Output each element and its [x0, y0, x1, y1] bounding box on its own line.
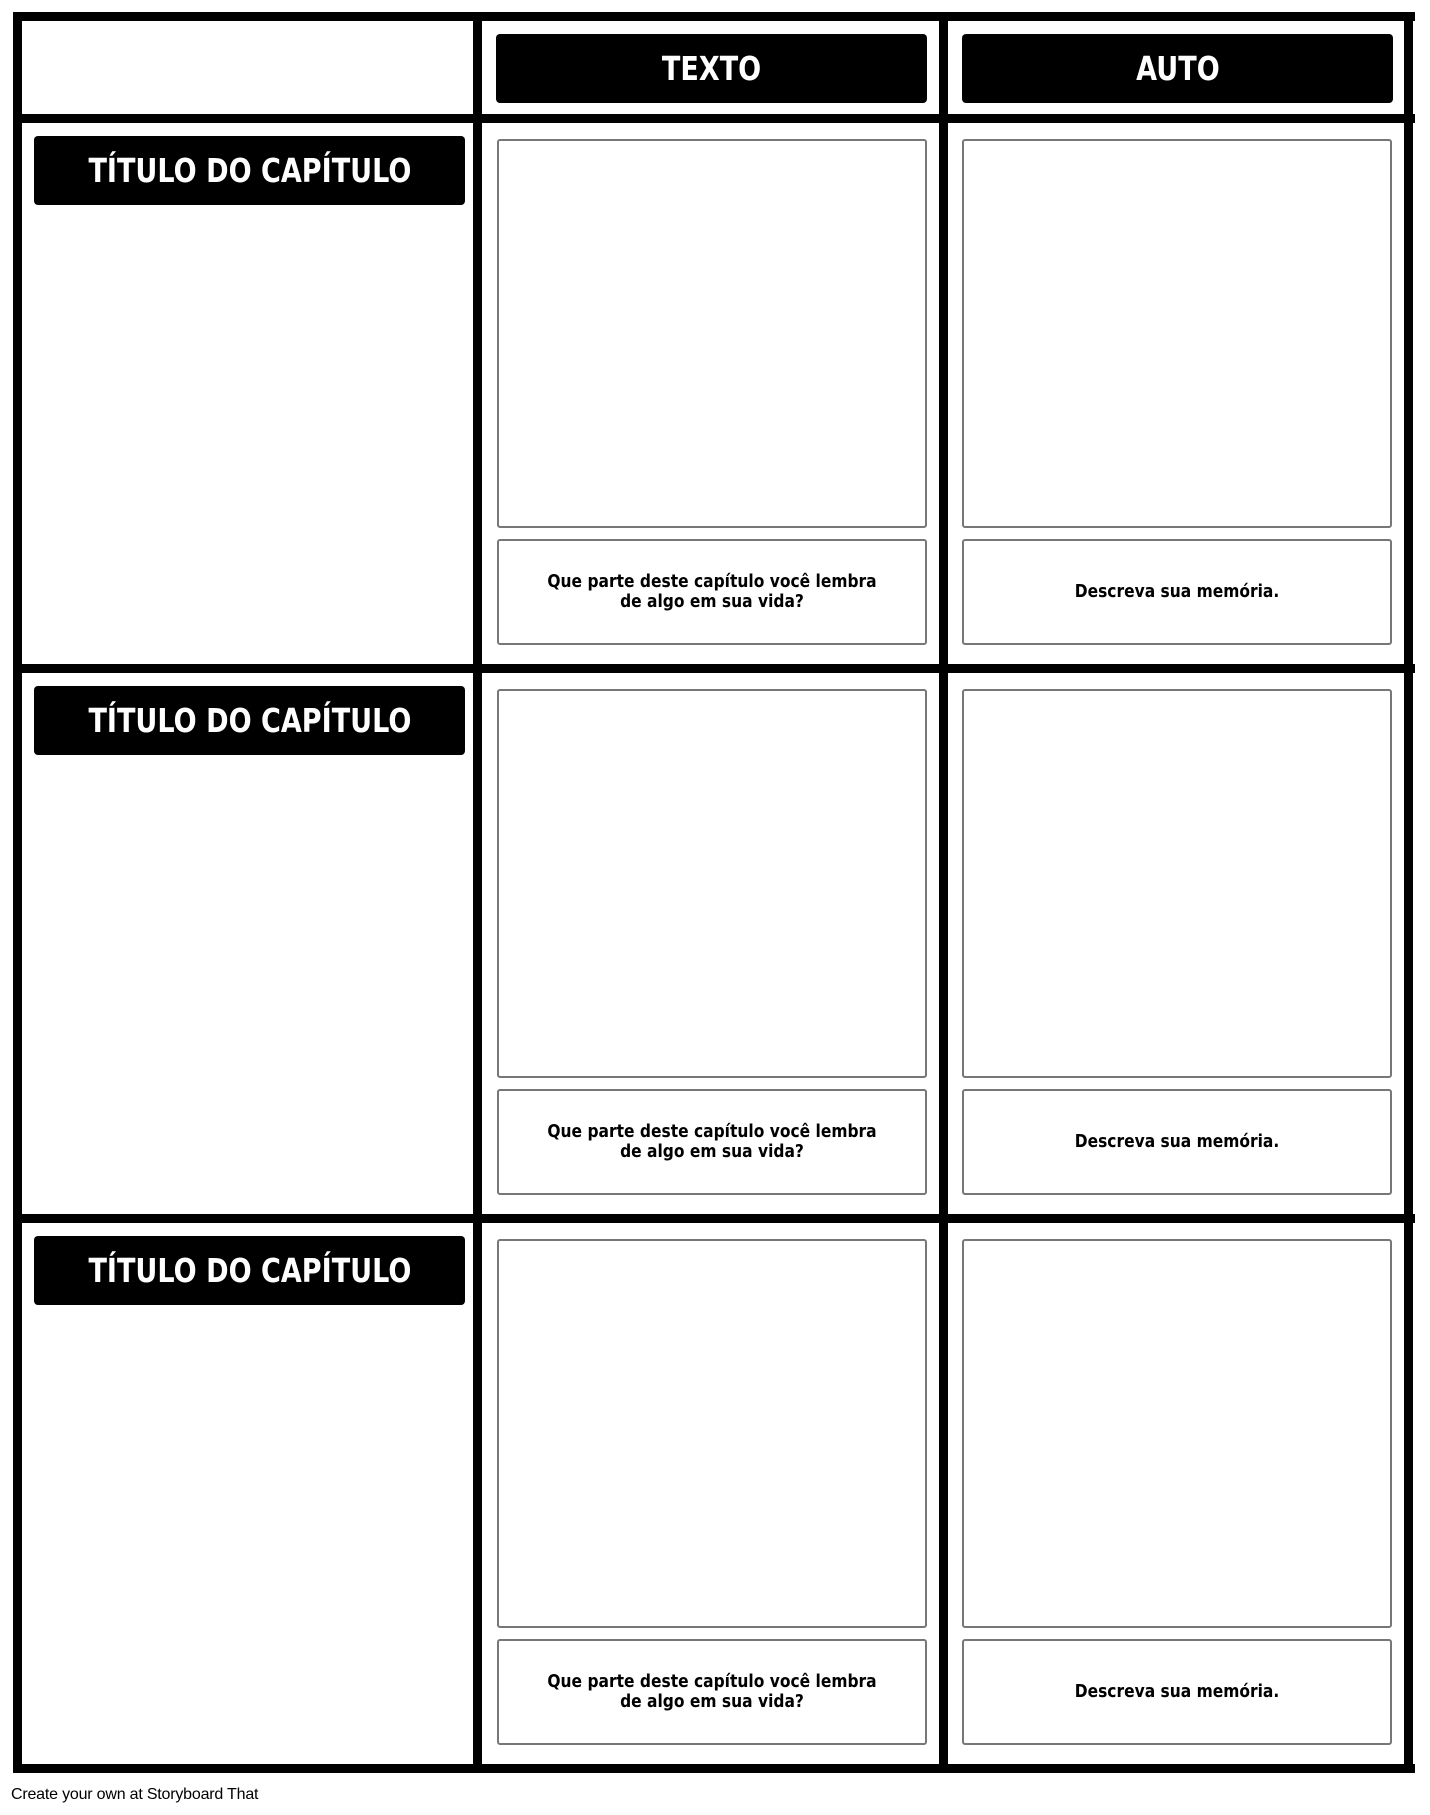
grid-line-row2-bottom: [13, 1214, 1415, 1223]
auto-caption-1: Descreva sua memória.: [1074, 581, 1280, 602]
auto-image-panel-2[interactable]: [962, 689, 1392, 1078]
column-header-texto-label: TEXTO: [661, 49, 762, 88]
footer-credit-link[interactable]: Create your own at Storyboard That: [11, 1786, 259, 1803]
texto-caption-box-1[interactable]: [497, 539, 927, 645]
texto-caption-box-3[interactable]: [497, 1639, 927, 1745]
texto-image-panel-2[interactable]: [497, 689, 927, 1078]
grid-line-col1: [473, 12, 482, 1773]
texto-caption-1: Que parte deste capítulo você lembra de algo em sua vida?: [547, 571, 877, 612]
grid-line-row1-bottom: [13, 664, 1415, 673]
auto-caption-3: Descreva sua memória.: [1074, 1681, 1280, 1702]
chapter-title-bar-2: [34, 686, 465, 755]
auto-image-panel-3[interactable]: [962, 1239, 1392, 1628]
chapter-title-3: TÍTULO DO CAPÍTULO: [88, 1251, 411, 1290]
chapter-title-2: TÍTULO DO CAPÍTULO: [88, 701, 411, 740]
grid-line-top: [13, 12, 1415, 21]
column-header-auto-label: AUTO: [1135, 49, 1220, 88]
grid-line-col2: [939, 12, 948, 1773]
texto-image-panel-3[interactable]: [497, 1239, 927, 1628]
auto-caption-box-3[interactable]: [962, 1639, 1392, 1745]
column-header-auto: [962, 34, 1393, 103]
texto-image-panel-1[interactable]: [497, 139, 927, 528]
chapter-title-bar-3: [34, 1236, 465, 1305]
chapter-title-bar-1: [34, 136, 465, 205]
grid-line-left: [13, 12, 22, 1773]
auto-image-panel-1[interactable]: [962, 139, 1392, 528]
grid-line-header-bottom: [13, 114, 1415, 123]
auto-caption-box-2[interactable]: [962, 1089, 1392, 1195]
chapter-title-1: TÍTULO DO CAPÍTULO: [88, 151, 411, 190]
grid-line-right: [1404, 12, 1413, 1773]
column-header-texto: [496, 34, 927, 103]
auto-caption-box-1[interactable]: [962, 539, 1392, 645]
texto-caption-3: Que parte deste capítulo você lembra de algo em sua vida?: [547, 1671, 877, 1712]
grid-line-bottom: [13, 1764, 1415, 1773]
auto-caption-2: Descreva sua memória.: [1074, 1131, 1280, 1152]
texto-caption-2: Que parte deste capítulo você lembra de algo em sua vida?: [547, 1121, 877, 1162]
texto-caption-box-2[interactable]: [497, 1089, 927, 1195]
